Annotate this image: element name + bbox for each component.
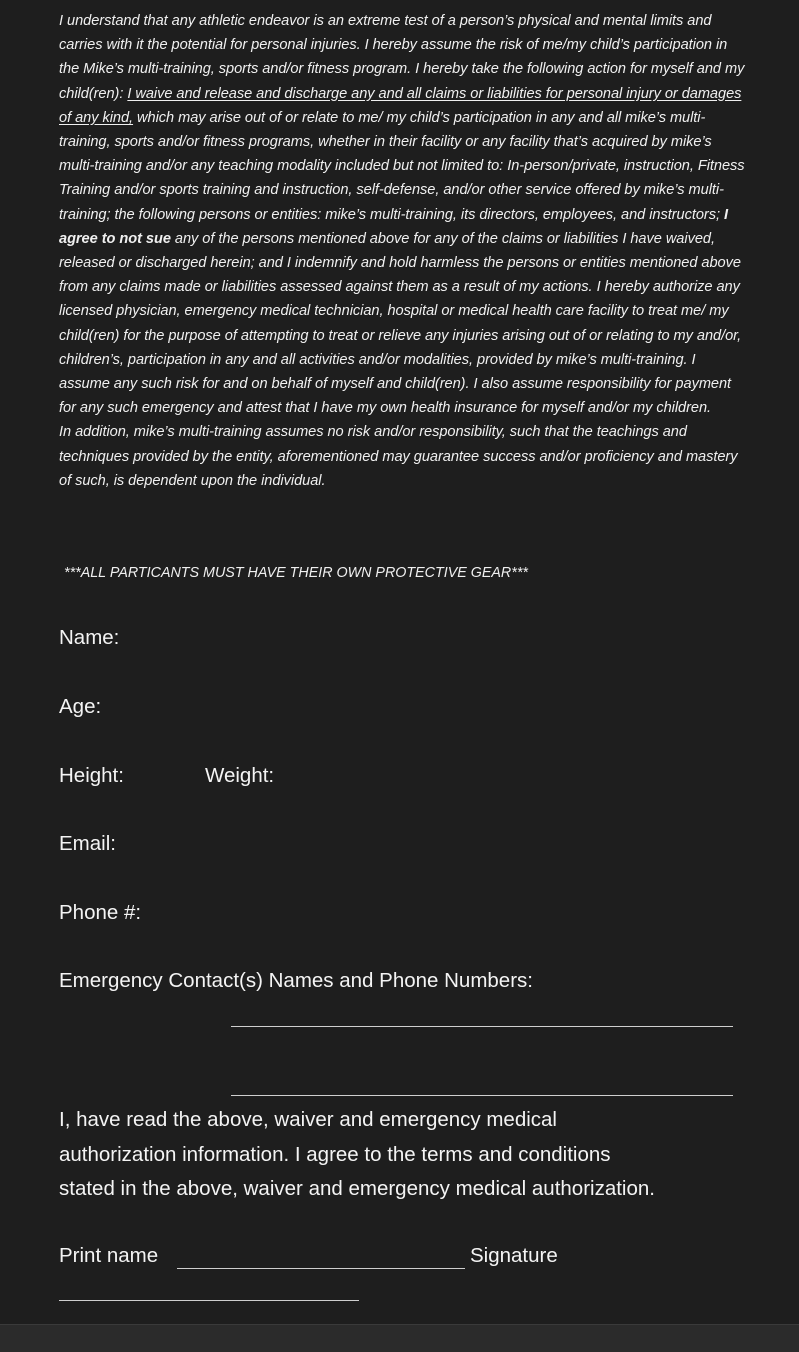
protective-gear-notice: ***ALL PARTICANTS MUST HAVE THEIR OWN PROTECTIVE GEAR*** <box>64 565 528 581</box>
height-label: Height: <box>59 764 124 787</box>
signature-line <box>59 1300 359 1301</box>
emergency-contact-line-2 <box>231 1095 733 1096</box>
print-name-line <box>177 1268 465 1269</box>
age-label: Age: <box>59 695 102 718</box>
name-label: Name: <box>59 626 120 649</box>
email-label: Email: <box>59 832 116 855</box>
waiver-text <box>59 9 749 493</box>
signature-label: Signature <box>470 1244 558 1267</box>
emergency-contact-line-1 <box>231 1026 733 1027</box>
phone-label: Phone #: <box>59 901 142 924</box>
print-name-label: Print name <box>59 1244 159 1267</box>
waiver-release-clause: I waive and release and discharge any and all claims or liabilities for personal injury or damages of any kind, <box>59 85 742 126</box>
acknowledgement-line-3: stated in the above, waiver and emergency medical authorization. <box>59 1177 655 1200</box>
waiver-paragraph-2: In addition, mike’s multi-training assumes no risk and/or responsibility, such that the teachings and techniques provided by the entity, aforementioned may guarantee success and/or proficiency and mastery of such, is dependent upon the individual. <box>59 424 738 489</box>
agree-not-sue: I agree to not sue <box>59 206 728 247</box>
emergency-contacts-label: Emergency Contact(s) Names and Phone Numbers: <box>59 969 533 992</box>
acknowledgement-line-2: authorization information. I agree to the terms and conditions <box>59 1142 611 1166</box>
acknowledgement-text <box>59 1103 769 1207</box>
acknowledgement-line-1: I, have read the above, waiver and emergency medical <box>59 1108 557 1131</box>
weight-label: Weight: <box>205 764 275 787</box>
waiver-intro: I understand that any athletic endeavor is an extreme test of a person’s physical and mental limits and carries with it the potential for personal injuries. I hereby assume the risk of me/my child’s participation in the Mike’s multi-training, sports and/or fitness program. I hereby take the following action for myself and my child(ren): <box>59 13 745 102</box>
waiver-paragraph-1 <box>59 9 749 420</box>
waiver-scope: which may arise out of or relate to me/ my child’s participation in any and all mike’s multi-training, sports and/or fitness programs, whether in their facility or any facility that’s acquired by mike’s multi-training and/or any teaching modality included but not limited to: In-person/private, instruction, Fitness Training and/or sports training and instruction, self-defense, and/or other service offered by mike’s multi-training; the following persons or entities: mike’s multi-training, its directors, employees, and instructors; <box>59 109 745 223</box>
waiver-indemnity: any of the persons mentioned above for any of the claims or liabilities I have waived, released or discharged herein; and I indemnify and hold harmless the persons or entities mentioned above from any claims made or liabilities assessed against them as a result of my actions. I hereby authorize any licensed physician, emergency medical technician, hospital or medical health care facility to treat me/ my child(ren) for the purpose of attempting to treat or relieve any injuries arising out of or relating to my and/or, children’s, participation in any and all activities and/or modalities, provided by mike’s multi-training. I assume any such risk for and on behalf of myself and child(ren). I also assume responsibility for payment for any such emergency and attest that I have my own health insurance for myself and/or my children. <box>59 230 742 417</box>
bottom-bar <box>0 1324 799 1352</box>
